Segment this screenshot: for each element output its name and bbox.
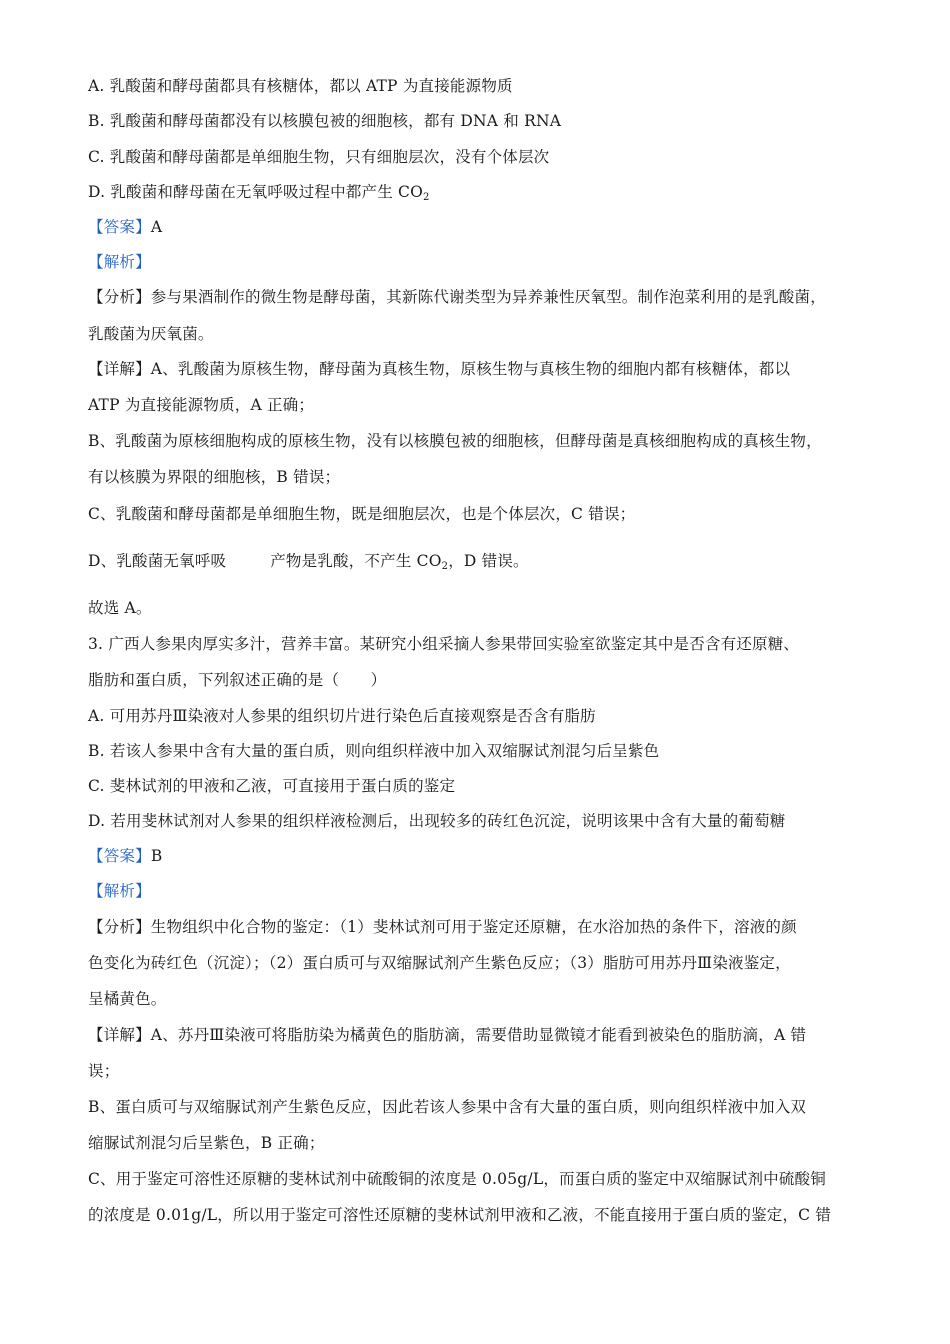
q2-option-b: B. 乳酸菌和酵母菌都没有以核膜包被的细胞核，都有 DNA 和 RNA <box>88 112 562 130</box>
answer-tag: 【答案】 <box>88 847 151 865</box>
q2-detail-a-line-2: ATP 为直接能源物质，A 正确； <box>88 396 315 414</box>
q2-detail-c: C、乳酸菌和酵母菌都是单细胞生物，既是细胞层次，也是个体层次，C 错误； <box>88 505 636 523</box>
answer-value: B <box>150 847 163 865</box>
q2-detail-b-line-1: B、乳酸菌为原核细胞构成的原核生物，没有以核膜包被的细胞核，但酵母菌是真核细胞构成的真核生物， <box>88 432 822 450</box>
q3-answer <box>88 846 162 866</box>
q2-option-c: C. 乳酸菌和酵母菌都是单细胞生物，只有细胞层次，没有个体层次 <box>88 148 550 166</box>
q2-option-d <box>88 182 430 202</box>
q3-option-b: B. 若该人参果中含有大量的蛋白质，则向组织样液中加入双缩脲试剂混匀后呈紫色 <box>88 742 660 760</box>
co2-subscript: 2 <box>441 561 449 572</box>
detail-d-mid: 产物是乳酸，不产生 CO <box>270 552 442 570</box>
q2-fenxi-line-1: 【分析】参与果酒制作的微生物是酵母菌，其新陈代谢类型为异养兼性厌氧型。制作泡菜利用的是乳酸菌， <box>88 288 826 306</box>
q2-conclusion: 故选 A。 <box>88 599 152 617</box>
q3-option-c: C. 斐林试剂的甲液和乙液，可直接用于蛋白质的鉴定 <box>88 777 456 795</box>
detail-d-end: ，D 错误。 <box>448 552 529 570</box>
q2-answer <box>88 217 162 237</box>
answer-tag: 【答案】 <box>88 218 151 236</box>
q2-detail-b-line-2: 有以核膜为界限的细胞核，B 错误； <box>88 468 341 486</box>
q3-option-a: A. 可用苏丹Ⅲ染液对人参果的组织切片进行染色后直接观察是否含有脂肪 <box>88 707 596 725</box>
q3-detail-b-line-2: 缩脲试剂混匀后呈紫色，B 正确； <box>88 1134 325 1152</box>
q3-detail-a-line-2: 误； <box>88 1062 120 1080</box>
q3-fenxi-line-2: 色变化为砖红色（沉淀）；（2）蛋白质可与双缩脲试剂产生紫色反应；（3）脂肪可用苏丹Ⅲ染液鉴定， <box>88 954 791 972</box>
q3-fenxi-line-3: 呈橘黄色。 <box>88 990 167 1008</box>
q2-fenxi-line-2: 乳酸菌为厌氧菌。 <box>88 325 214 343</box>
q3-detail-c-line-2: 的浓度是 0.01g/L，所以用于鉴定可溶性还原糖的斐林试剂甲液和乙液，不能直接用于蛋白质的鉴定，C 错 <box>88 1206 832 1224</box>
q3-option-d: D. 若用斐林试剂对人参果的组织样液检测后，出现较多的砖红色沉淀，说明该果中含有大量的葡萄糖 <box>88 812 786 830</box>
q2-option-d-text: D. 乳酸菌和酵母菌在无氧呼吸过程中都产生 CO <box>88 183 424 201</box>
q3-detail-a-line-1: 【详解】A、苏丹Ⅲ染液可将脂肪染为橘黄色的脂肪滴，需要借助显微镜才能看到被染色的脂肪滴，A 错 <box>88 1026 807 1044</box>
answer-value: A <box>150 218 163 236</box>
q3-detail-c-line-1: C、用于鉴定可溶性还原糖的斐林试剂中硫酸铜的浓度是 0.05g/L，而蛋白质的鉴定中双缩脲试剂中硫酸铜 <box>88 1170 826 1188</box>
q2-detail-a-line-1: 【详解】A、乳酸菌为原核生物，酵母菌为真核生物，原核生物与真核生物的细胞内都有核糖体，都以 <box>88 360 791 378</box>
q2-option-a: A. 乳酸菌和酵母菌都具有核糖体，都以 ATP 为直接能源物质 <box>88 77 513 95</box>
q3-stem-line-2: 脂肪和蛋白质，下列叙述正确的是（ ） <box>88 671 387 689</box>
q3-stem-line-1: 3. 广西人参果肉厚实多汁，营养丰富。某研究小组采摘人参果带回实验室欲鉴定其中是否含有还原糖、 <box>88 635 800 653</box>
q2-analysis-tag: 【解析】 <box>88 253 151 271</box>
q3-detail-b-line-1: B、蛋白质可与双缩脲试剂产生紫色反应，因此若该人参果中含有大量的蛋白质，则向组织样液中加入双 <box>88 1098 807 1116</box>
q3-analysis-tag: 【解析】 <box>88 882 151 900</box>
co2-subscript: 2 <box>423 192 430 203</box>
detail-d-start: D、乳酸菌无氧呼吸 <box>88 552 227 570</box>
q3-fenxi-line-1: 【分析】生物组织中化合物的鉴定：（1）斐林试剂可用于鉴定还原糖，在水浴加热的条件下，溶液的颜 <box>88 918 797 936</box>
q2-detail-d <box>88 551 529 571</box>
